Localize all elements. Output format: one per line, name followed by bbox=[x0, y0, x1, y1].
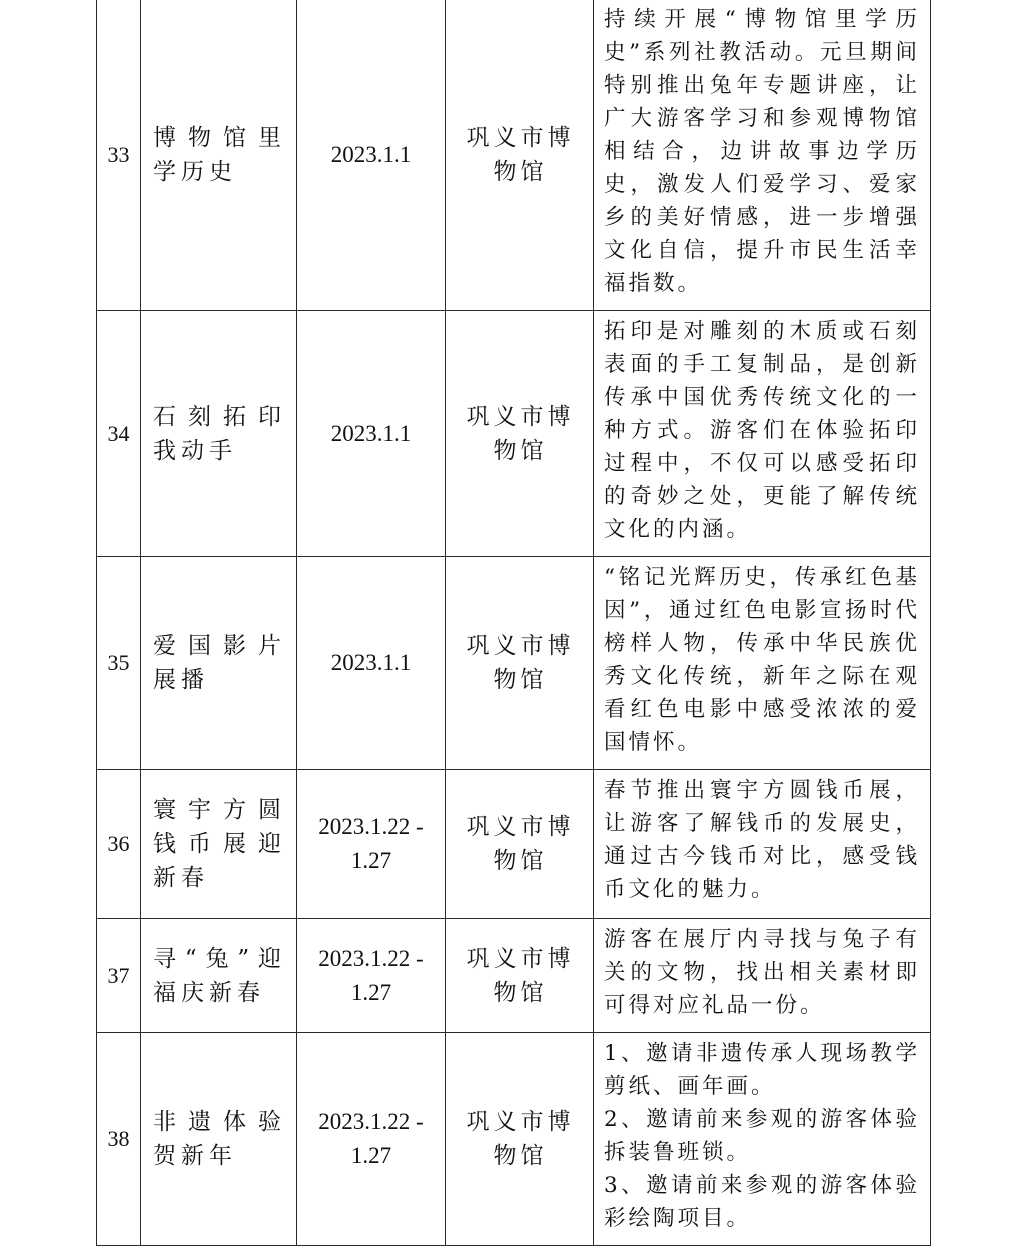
description-line: 2、邀请前来参观的游客体验拆装鲁班锁。 bbox=[604, 1107, 920, 1165]
row-number: 37 bbox=[97, 919, 141, 1033]
event-venue: 巩义市博物馆 bbox=[446, 557, 594, 770]
row-number: 33 bbox=[97, 0, 141, 311]
description-line: 3、邀请前来参观的游客体验彩绘陶项目。 bbox=[604, 1173, 920, 1231]
event-venue: 巩义市博物馆 bbox=[446, 919, 594, 1033]
event-name: 博物馆里学历史 bbox=[141, 0, 297, 311]
event-date: 2023.1.22 - 1.27 bbox=[297, 919, 446, 1033]
table-row bbox=[97, 919, 931, 1033]
event-venue: 巩义市博物馆 bbox=[446, 1033, 594, 1246]
description-line: 持续开展“博物馆里学历史”系列社教活动。元旦期间特别推出兔年专题讲座，让广大游客学习和参观博物馆相结合，边讲故事边学历史，激发人们爱学习、爱家乡的美好情感，进一步增强文化自信，提升市民生活幸福指数。 bbox=[604, 7, 920, 296]
event-date: 2023.1.22 - 1.27 bbox=[297, 1033, 446, 1246]
table-row bbox=[97, 770, 931, 919]
table-row bbox=[97, 557, 931, 770]
row-number: 35 bbox=[97, 557, 141, 770]
description-line: 游客在展厅内寻找与兔子有关的文物，找出相关素材即可得对应礼品一份。 bbox=[604, 927, 920, 1018]
event-description bbox=[594, 919, 931, 1033]
event-venue: 巩义市博物馆 bbox=[446, 770, 594, 919]
event-venue: 巩义市博物馆 bbox=[446, 0, 594, 311]
events-table bbox=[96, 0, 931, 1246]
row-number: 36 bbox=[97, 770, 141, 919]
event-description bbox=[594, 557, 931, 770]
event-description bbox=[594, 770, 931, 919]
event-date: 2023.1.22 - 1.27 bbox=[297, 770, 446, 919]
event-date: 2023.1.1 bbox=[297, 0, 446, 311]
description-line: 春节推出寰宇方圆钱币展，让游客了解钱币的发展史，通过古今钱币对比，感受钱币文化的魅力。 bbox=[604, 778, 920, 902]
event-date: 2023.1.1 bbox=[297, 311, 446, 557]
table-row bbox=[97, 311, 931, 557]
event-name: 寰宇方圆钱币展迎新春 bbox=[141, 770, 297, 919]
event-name: 非遗体验贺新年 bbox=[141, 1033, 297, 1246]
event-venue: 巩义市博物馆 bbox=[446, 311, 594, 557]
row-number: 38 bbox=[97, 1033, 141, 1246]
description-line: 拓印是对雕刻的木质或石刻表面的手工复制品，是创新传承中国优秀传统文化的一种方式。游客们在体验拓印过程中，不仅可以感受拓印的奇妙之处，更能了解传统文化的内涵。 bbox=[604, 319, 920, 542]
event-name: 寻“兔”迎福庆新春 bbox=[141, 919, 297, 1033]
event-name: 石刻拓印我动手 bbox=[141, 311, 297, 557]
event-name: 爱国影片展播 bbox=[141, 557, 297, 770]
table-row bbox=[97, 1033, 931, 1246]
row-number: 34 bbox=[97, 311, 141, 557]
event-description bbox=[594, 311, 931, 557]
table-row bbox=[97, 0, 931, 311]
description-line: “铭记光辉历史，传承红色基因”，通过红色电影宣扬时代榜样人物，传承中华民族优秀文化传统，新年之际在观看红色电影中感受浓浓的爱国情怀。 bbox=[604, 565, 920, 755]
event-description bbox=[594, 1033, 931, 1246]
event-date: 2023.1.1 bbox=[297, 557, 446, 770]
description-line: 1、邀请非遗传承人现场教学剪纸、画年画。 bbox=[604, 1041, 920, 1099]
event-description bbox=[594, 0, 931, 311]
